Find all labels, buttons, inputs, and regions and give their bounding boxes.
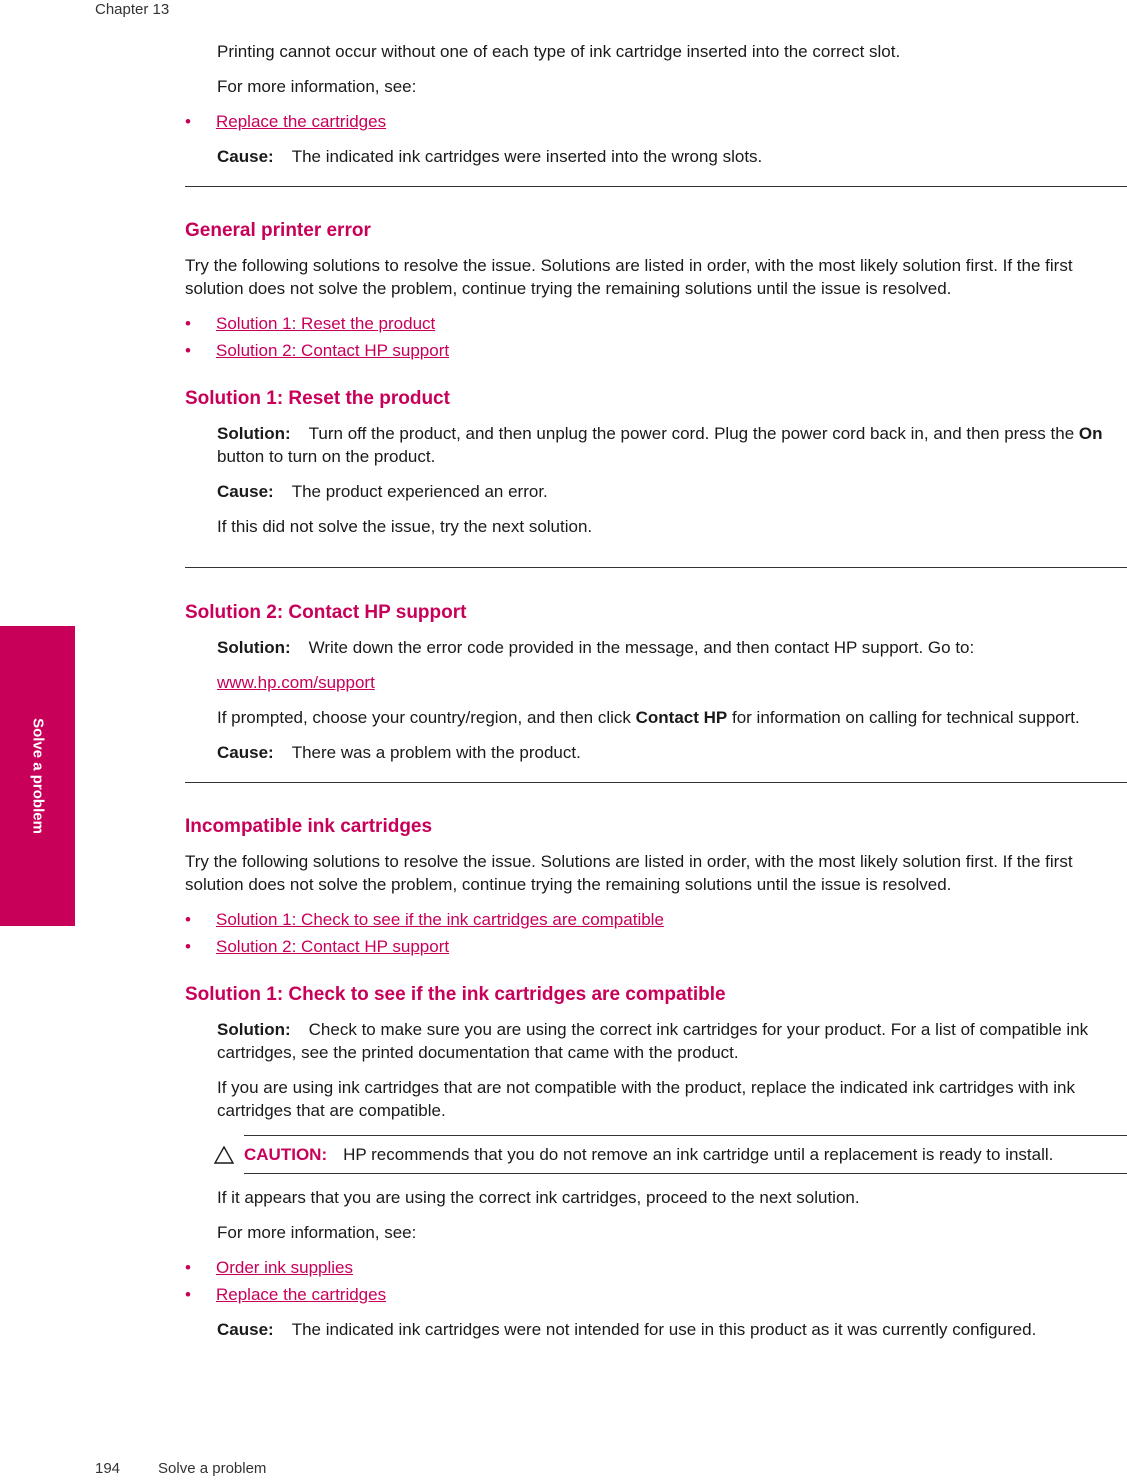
cause-value: The indicated ink cartridges were inserted into the wrong slots. xyxy=(291,147,763,166)
bullet-icon: • xyxy=(185,1258,191,1277)
chapter-header: Chapter 13 xyxy=(95,1,170,18)
subsection-title-contact: Solution 2: Contact HP support xyxy=(185,602,467,623)
side-tab xyxy=(0,626,75,926)
solution-value-a: Turn off the product, and then unplug the power cord. Plug the power cord back in, and then press the xyxy=(308,424,1075,443)
bullet-icon: • xyxy=(185,112,191,131)
section-title-general-error: General printer error xyxy=(185,220,371,241)
caution-label: CAUTION: xyxy=(244,1145,328,1164)
caution-box xyxy=(244,1135,1127,1174)
solution-value: Check to make sure you are using the correct ink cartridges for your product. For a list of compatible ink cartridges, see the printed documentation that came with the product. xyxy=(217,1020,1089,1062)
cause-value: The indicated ink cartridges were not intended for use in this product as it was currently configured. xyxy=(291,1320,1037,1339)
on-button-name: On xyxy=(1078,424,1103,443)
section-divider xyxy=(185,782,1127,783)
list-item xyxy=(185,935,1127,958)
bullet-icon: • xyxy=(185,1285,191,1304)
solution-label: Solution: xyxy=(217,1020,291,1039)
page-footer xyxy=(95,1457,266,1480)
section-title-incompatible: Incompatible ink cartridges xyxy=(185,816,433,837)
incompatible-intro: Try the following solutions to resolve the issue. Solutions are listed in order, with the most likely solution first. If the first solution does not solve the problem, continue trying the remaining solutions until the issue is resolved. xyxy=(185,852,1073,894)
page-number: 194 xyxy=(95,1460,121,1477)
page-content xyxy=(185,40,1127,1341)
more-info-text: For more information, see: xyxy=(217,77,417,96)
proceed-text: If it appears that you are using the correct ink cartridges, proceed to the next solution. xyxy=(217,1188,860,1207)
caution-text: HP recommends that you do not remove an ink cartridge until a replacement is ready to install. xyxy=(343,1145,1054,1164)
caution-note xyxy=(217,1135,1127,1174)
list-item xyxy=(185,1283,1127,1306)
solution-text xyxy=(217,1018,1127,1064)
list-item xyxy=(185,339,1127,362)
bullet-icon: • xyxy=(185,937,191,956)
subsection-title-check-compatible: Solution 1: Check to see if the ink cartridges are compatible xyxy=(185,984,726,1005)
link-solution-2-contact[interactable]: Solution 2: Contact HP support xyxy=(216,341,450,360)
link-solution-1-reset[interactable]: Solution 1: Reset the product xyxy=(216,314,436,333)
link-hp-support-url[interactable]: www.hp.com/support xyxy=(217,673,375,692)
list-item xyxy=(185,1256,1127,1279)
solution-text xyxy=(217,422,1127,468)
cause-label: Cause: xyxy=(217,482,274,501)
link-replace-cartridges[interactable]: Replace the cartridges xyxy=(216,112,387,131)
cause-text xyxy=(217,480,1127,503)
replace-text: If you are using ink cartridges that are not compatible with the product, replace the indicated ink cartridges with ink cartridges that are compatible. xyxy=(217,1078,1076,1120)
cause-text xyxy=(217,145,1127,168)
list-item xyxy=(185,110,1127,133)
solution-text xyxy=(217,636,1127,659)
list-item xyxy=(185,908,1127,931)
solution-value-b: button to turn on the product. xyxy=(217,447,436,466)
prompt-value-b: for information on calling for technical support. xyxy=(732,708,1080,727)
cause-label: Cause: xyxy=(217,1320,274,1339)
cause-text xyxy=(217,741,1127,764)
intro-paragraph: Printing cannot occur without one of each type of ink cartridge inserted into the correct slot. xyxy=(217,42,901,61)
subsection-title-reset: Solution 1: Reset the product xyxy=(185,388,450,409)
bullet-icon: • xyxy=(185,314,191,333)
warning-triangle-icon xyxy=(214,1146,234,1164)
footer-section: Solve a problem xyxy=(158,1460,267,1477)
section-divider xyxy=(185,567,1127,568)
cause-value: There was a problem with the product. xyxy=(291,743,581,762)
link-solution-2-contact[interactable]: Solution 2: Contact HP support xyxy=(216,937,450,956)
more-info-text: For more information, see: xyxy=(217,1223,417,1242)
cause-text xyxy=(217,1318,1127,1341)
list-item xyxy=(185,312,1127,335)
cause-value: The product experienced an error. xyxy=(291,482,548,501)
cause-label: Cause: xyxy=(217,147,274,166)
prompt-text xyxy=(217,706,1127,729)
prompt-value-a: If prompted, choose your country/region, and then click xyxy=(217,708,631,727)
solution-label: Solution: xyxy=(217,638,291,657)
link-replace-cartridges[interactable]: Replace the cartridges xyxy=(216,1285,387,1304)
solution-value: Write down the error code provided in the message, and then contact HP support. Go to: xyxy=(308,638,975,657)
contact-hp-name: Contact HP xyxy=(635,708,728,727)
general-error-intro: Try the following solutions to resolve the issue. Solutions are listed in order, with the most likely solution first. If the first solution does not solve the problem, continue trying the remaining solutions until the issue is resolved. xyxy=(185,256,1073,298)
section-divider xyxy=(185,186,1127,187)
cause-label: Cause: xyxy=(217,743,274,762)
link-solution-1-compatible[interactable]: Solution 1: Check to see if the ink cartridges are compatible xyxy=(216,910,664,929)
side-tab-label: Solve a problem xyxy=(29,718,46,834)
solution-label: Solution: xyxy=(217,424,291,443)
next-solution-text: If this did not solve the issue, try the next solution. xyxy=(217,517,593,536)
link-order-ink[interactable]: Order ink supplies xyxy=(216,1258,354,1277)
support-url-line xyxy=(217,671,1127,694)
bullet-icon: • xyxy=(185,910,191,929)
bullet-icon: • xyxy=(185,341,191,360)
